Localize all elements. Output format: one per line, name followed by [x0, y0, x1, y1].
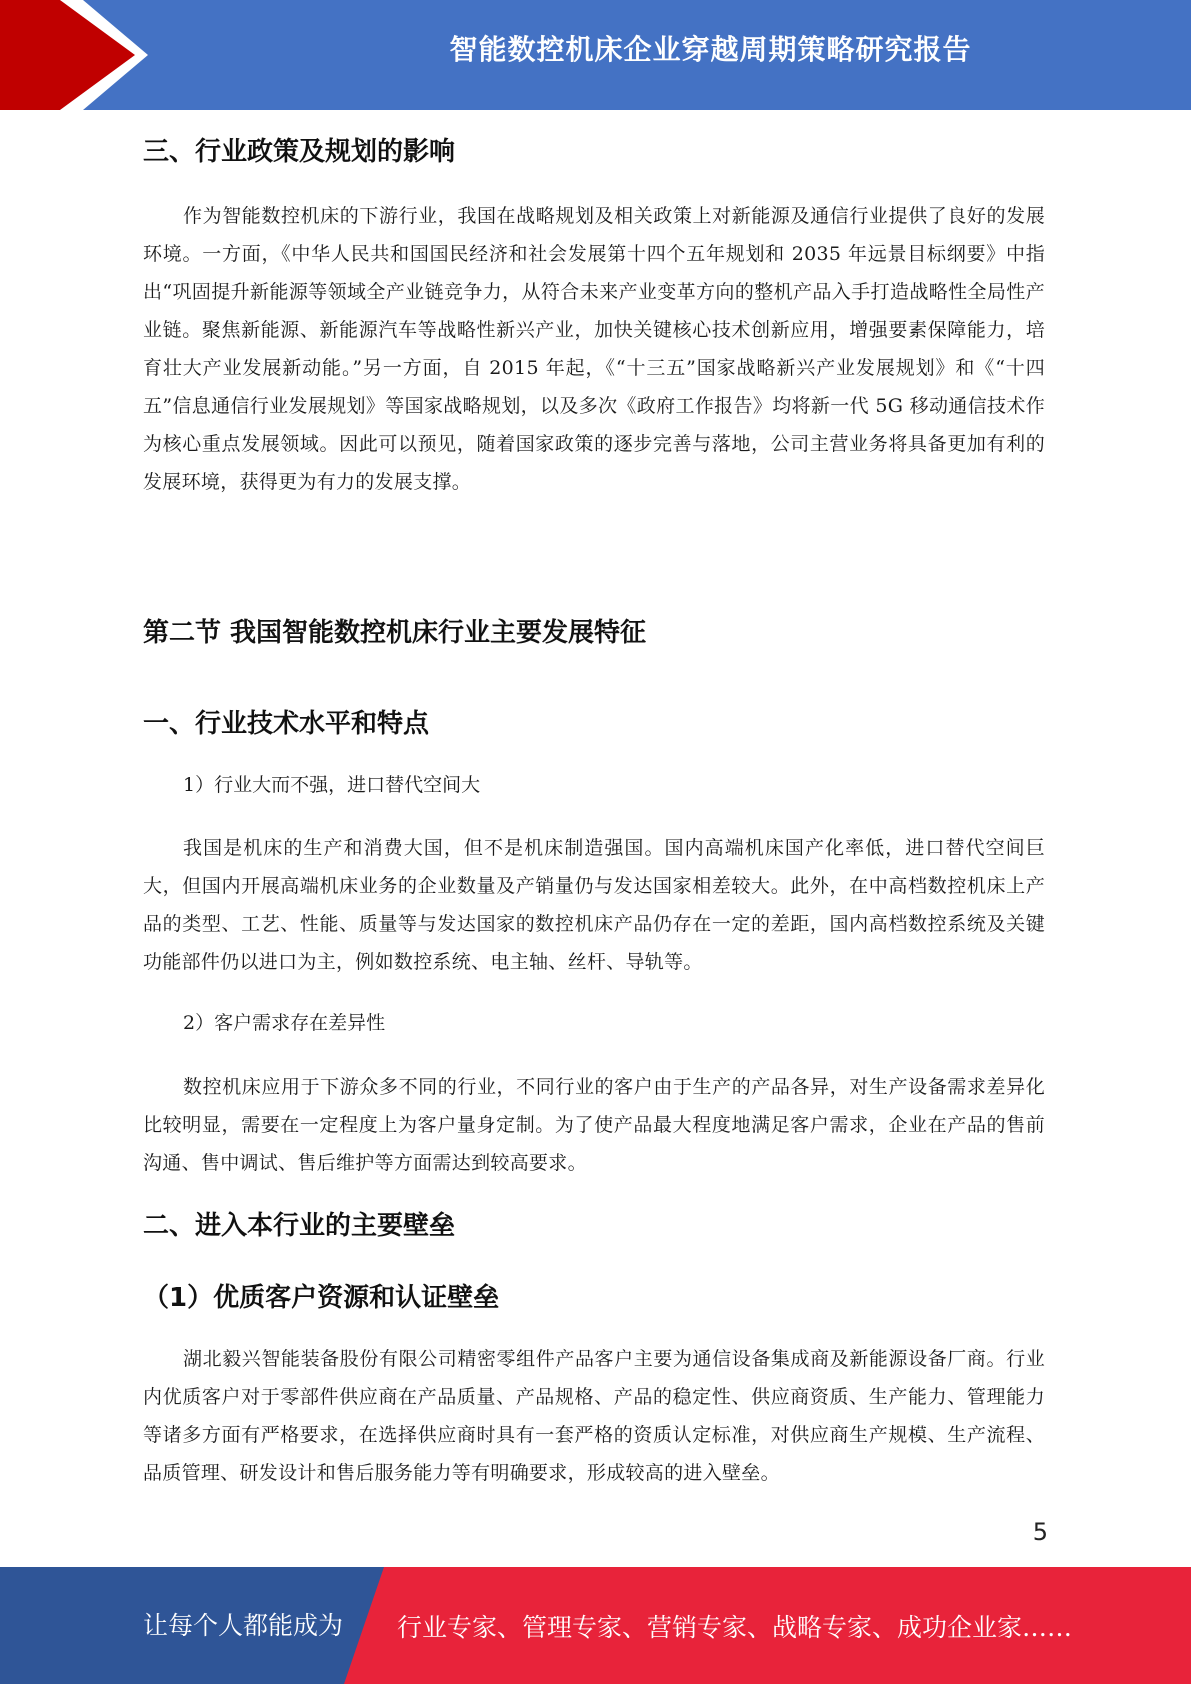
tech-heading: 一、行业技术水平和特点: [143, 709, 430, 739]
policy-paragraph: 作为智能数控机床的下游行业，我国在战略规划及相关政策上对新能源及通信行业提供了良好的发展环境。一方面，《中华人民共和国国民经济和社会发展第十四个五年规划和 2035 年远景目标纲要》中指出“巩固提升新能源等领域全产业链竞争力，从符合未来产业变革方向的整机产品入手打造战略性全局性产业链。聚焦新能源、新能源汽车等战略性新兴产业，加快关键核心技术创新应用，增强要素保障能力，培育壮大产业发展新动能。”另一方面，自 2015 年起，《“十三五”国家战略新兴产业发展规划》和《“十四五”信息通信行业发展规划》等国家战略规划，以及多次《政府工作报告》均将新一代 5G 移动通信技术作为核心重点发展领域。因此可以预见，随着国家政策的逐步完善与落地，公司主营业务将具备更加有利的发展环境，获得更为有力的发展支撑。: [143, 205, 1045, 493]
barriers-heading: 二、进入本行业的主要壁垒: [143, 1211, 456, 1241]
barriers-subheading: （1）优质客户资源和认证壁垒: [143, 1283, 500, 1313]
chapter-heading: 第二节 我国智能数控机床行业主要发展特征: [143, 618, 647, 648]
tech-item2-label: 2）客户需求存在差异性: [183, 1012, 386, 1034]
barriers-paragraph: 湖北毅兴智能装备股份有限公司精密零组件产品客户主要为通信设备集成商及新能源设备厂商。行业内优质客户对于零部件供应商在产品质量、产品规格、产品的稳定性、供应商资质、生产能力、管理能力等诸多方面有严格要求，在选择供应商时具有一套严格的资质认定标准，对供应商生产规模、生产流程、品质管理、研发设计和售后服务能力等有明确要求，形成较高的进入壁垒。: [143, 1348, 1045, 1484]
footer-slogan-right: 行业专家、管理专家、营销专家、战略专家、成功企业家……: [397, 1613, 1073, 1642]
page-header: [0, 0, 1191, 110]
page-number: 5: [1032, 1518, 1048, 1546]
footer-slogan-left: 让每个人都能成为: [143, 1611, 344, 1640]
tech-item2-paragraph: 数控机床应用于下游众多不同的行业，不同行业的客户由于生产的产品各异，对生产设备需求差异化比较明显，需要在一定程度上为客户量身定制。为了使产品最大程度地满足客户需求，企业在产品的售前沟通、售中调试、售后维护等方面需达到较高要求。: [143, 1076, 1045, 1174]
report-title: 智能数控机床企业穿越周期策略研究报告: [449, 33, 972, 66]
page-footer: [0, 1567, 1191, 1684]
tech-item1-paragraph: 我国是机床的生产和消费大国，但不是机床制造强国。国内高端机床国产化率低，进口替代空间巨大，但国内开展高端机床业务的企业数量及产销量仍与发达国家相差较大。此外，在中高档数控机床上产品的类型、工艺、性能、质量等与发达国家的数控机床产品仍存在一定的差距，国内高档数控系统及关键功能部件仍以进口为主，例如数控系统、电主轴、丝杆、导轨等。: [143, 837, 1045, 973]
policy-heading: 三、行业政策及规划的影响: [143, 137, 456, 167]
tech-item1-label: 1）行业大而不强，进口替代空间大: [183, 774, 481, 796]
